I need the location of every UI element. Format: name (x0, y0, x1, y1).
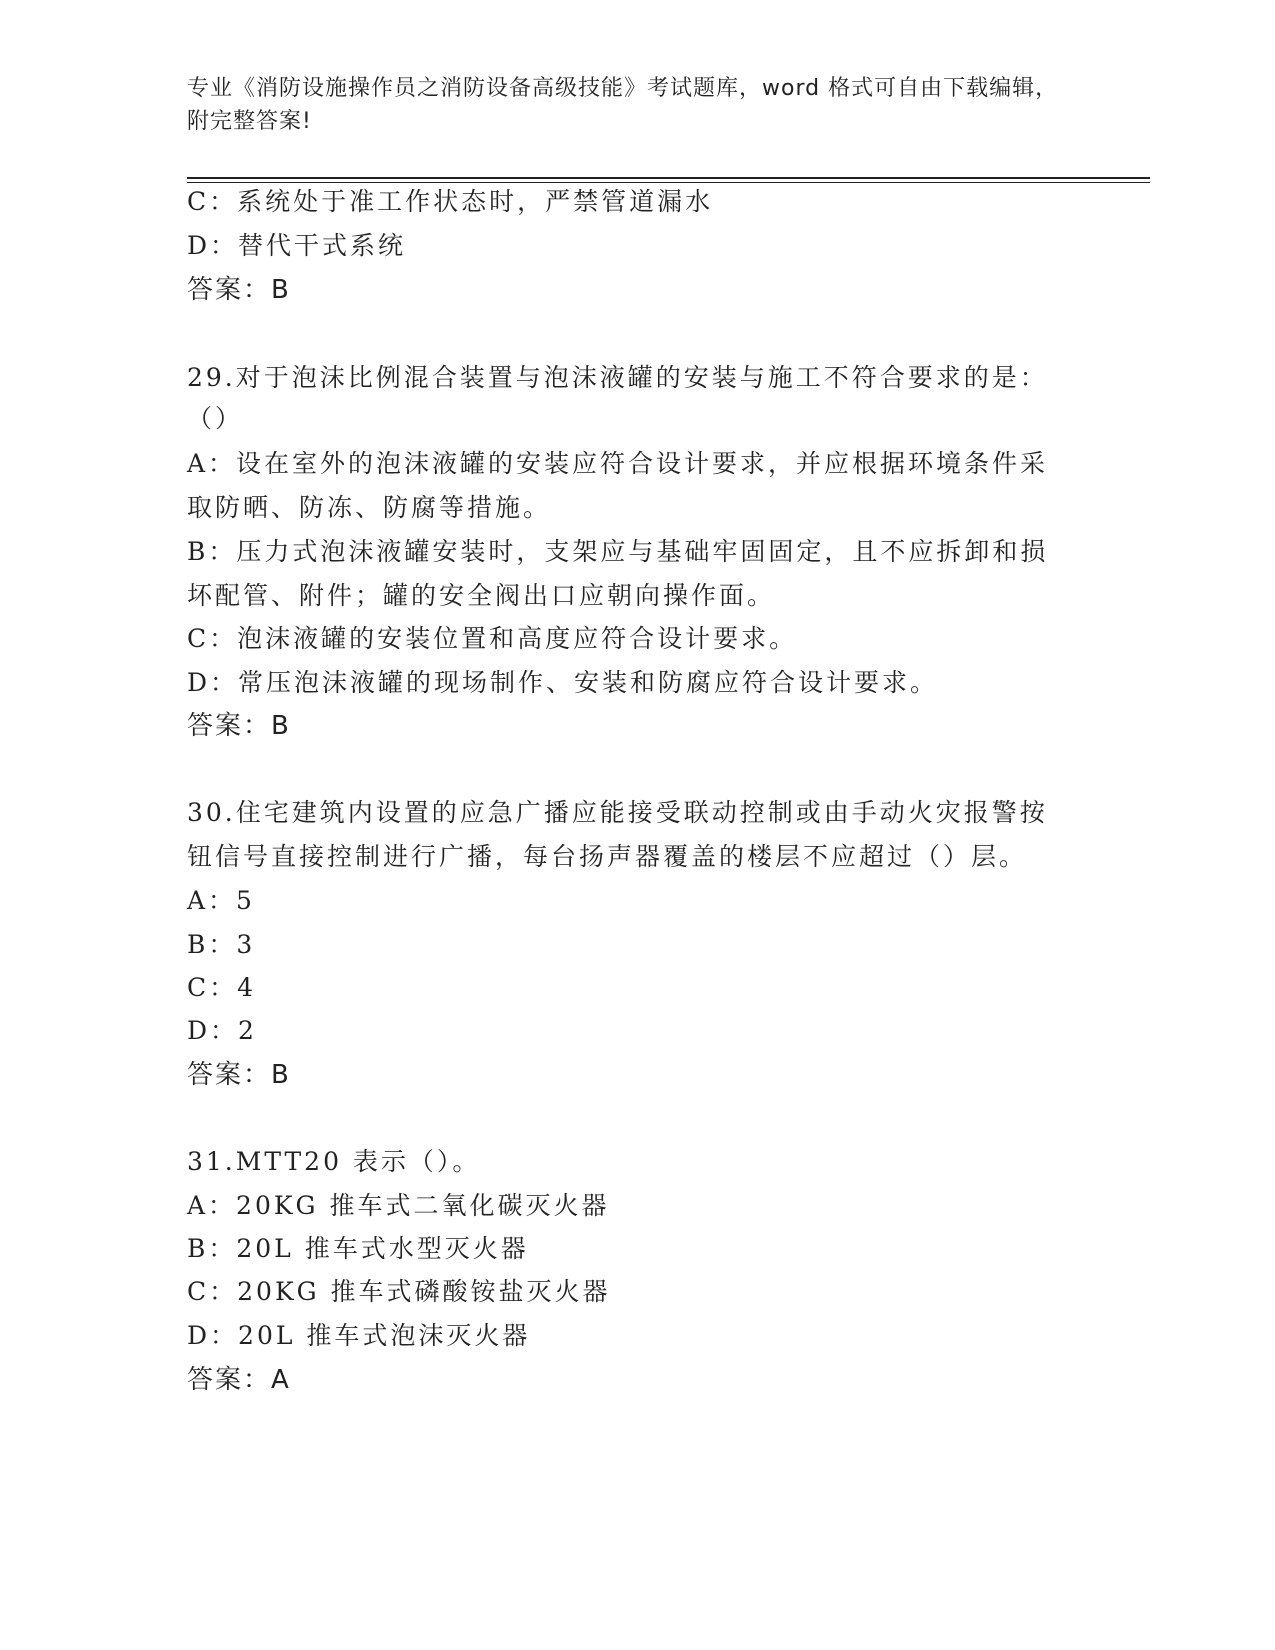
option-d: D：20L 推车式泡沫灭火器 (187, 1321, 531, 1350)
answer-label: 答案：B (187, 1060, 291, 1090)
header-divider-thin (187, 182, 1150, 183)
option-d: D：2 (187, 1016, 257, 1045)
option-b-continued: 坏配管、附件；罐的安全阀出口应朝向操作面。 (187, 581, 776, 610)
option-a: A：设在室外的泡沫液罐的安装应符合设计要求，并应根据环境条件采 (187, 449, 1049, 478)
option-c: C：系统处于准工作状态时，严禁管道漏水 (187, 187, 714, 216)
option-b: B：20L 推车式水型灭火器 (187, 1234, 529, 1263)
answer-label: 答案：A (187, 1365, 291, 1395)
option-c: C：4 (187, 973, 257, 1002)
question-text: 30.住宅建筑内设置的应急广播应能接受联动控制或由手动火灾报警按 (187, 798, 1048, 827)
option-d: D：常压泡沫液罐的现场制作、安装和防腐应符合设计要求。 (187, 668, 939, 697)
option-a-continued: 取防晒、防冻、防腐等措施。 (187, 493, 552, 522)
answer-label: 答案：B (187, 275, 291, 305)
question-text: 29.对于泡沫比例混合装置与泡沫液罐的安装与施工不符合要求的是： (187, 363, 1048, 392)
answer-label: 答案：B (187, 711, 291, 741)
document-header: 专业《消防设施操作员之消防设备高级技能》考试题库，word 格式可自由下载编辑，附完整答案! (187, 76, 1059, 134)
option-d: D：替代干式系统 (187, 231, 407, 260)
question-text: 钮信号直接控制进行广播，每台扬声器覆盖的楼层不应超过（）层。 (187, 842, 1028, 871)
option-c: C：20KG 推车式磷酸铵盐灭火器 (187, 1277, 611, 1306)
option-a: A：5 (187, 886, 255, 915)
header-divider (187, 177, 1150, 179)
option-c: C：泡沫液罐的安装位置和高度应符合设计要求。 (187, 624, 798, 653)
option-b: B：3 (187, 930, 256, 959)
option-b: B：压力式泡沫液罐安装时，支架应与基础牢固固定，且不应拆卸和损 (187, 537, 1049, 566)
option-a: A：20KG 推车式二氧化碳灭火器 (187, 1191, 610, 1220)
question-text: （） (187, 404, 244, 433)
question-text: 31.MTT20 表示（）。 (187, 1147, 481, 1176)
